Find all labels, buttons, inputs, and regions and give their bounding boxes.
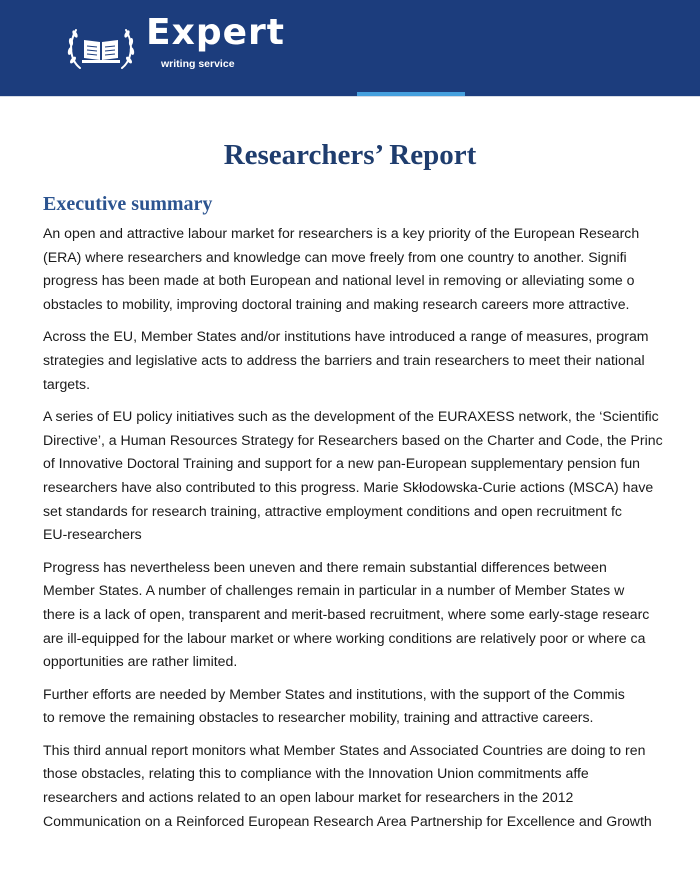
text-line: Further efforts are needed by Member States and institutions, with the support of the Commis	[43, 685, 625, 702]
text-line: Progress has nevertheless been uneven and there remain substantial differences between	[43, 558, 607, 575]
text-line: there is a lack of open, transparent and merit-based recruitment, where some early-stage researc	[43, 605, 650, 622]
text-line: targets.	[43, 375, 91, 392]
paragraph	[43, 739, 700, 833]
text-line: obstacles to mobility, improving doctoral training and making research careers more attractive.	[43, 295, 630, 312]
text-line: An open and attractive labour market for researchers is a key priority of the European Research	[43, 225, 640, 241]
paragraph	[43, 683, 700, 730]
paragraph	[43, 556, 700, 674]
document-title: Researchers’ Report	[223, 139, 477, 171]
header-banner	[0, 0, 700, 96]
text-line: (ERA) where researchers and knowledge can move freely from one country to another. Signifi	[43, 248, 627, 265]
text-line: progress has been made at both European and national level in removing or alleviating some o	[43, 272, 635, 289]
text-line: Member States. A number of challenges remain in particular in a number of Member States w	[43, 582, 625, 599]
text-line: Communication on a Reinforced European Research Area Partnership for Excellence and Growth	[43, 812, 652, 829]
text-line: EU-researchers	[43, 526, 142, 543]
header-divider	[0, 96, 700, 97]
section-heading: Executive summary	[43, 193, 213, 215]
text-line: Directive’, a Human Resources Strategy for Researchers based on the Charter and Code, the Princ	[43, 431, 663, 448]
text-line: strategies and legislative acts to address the barriers and train researchers to meet their national	[43, 351, 645, 368]
paragraph	[43, 405, 700, 547]
text-line: are ill-equipped for the labour market or where working conditions are relatively poor or where ca	[43, 629, 646, 646]
paragraph	[43, 325, 700, 396]
brand-tagline: writing service	[161, 58, 235, 70]
text-line: researchers have also contributed to this progress. Marie Skłodowska-Curie actions (MSCA) have	[43, 478, 654, 495]
text-line: those obstacles, relating this to compliance with the Innovation Union commitments affe	[43, 765, 589, 782]
text-line: researchers and actions related to an open labour market for researchers in the 2012	[43, 789, 574, 806]
text-line: This third annual report monitors what Member States and Associated Countries are doing to ren	[43, 741, 646, 758]
text-line: A series of EU policy initiatives such as the development of the EURAXESS network, the ‘Scientific	[43, 408, 659, 425]
text-line: opportunities are rather limited.	[43, 653, 238, 670]
laurel-book-icon	[66, 20, 136, 74]
brand-name: Expert	[146, 12, 285, 53]
text-line: set standards for research training, attractive employment conditions and open recruitment fc	[43, 502, 622, 519]
document-body	[43, 222, 700, 833]
text-line: Across the EU, Member States and/or institutions have introduced a range of measures, program	[43, 328, 649, 345]
paragraph	[43, 222, 700, 316]
text-line: of Innovative Doctoral Training and support for a new pan-European supplementary pension fun	[43, 455, 641, 472]
text-line: to remove the remaining obstacles to researcher mobility, training and attractive careers.	[43, 709, 594, 726]
